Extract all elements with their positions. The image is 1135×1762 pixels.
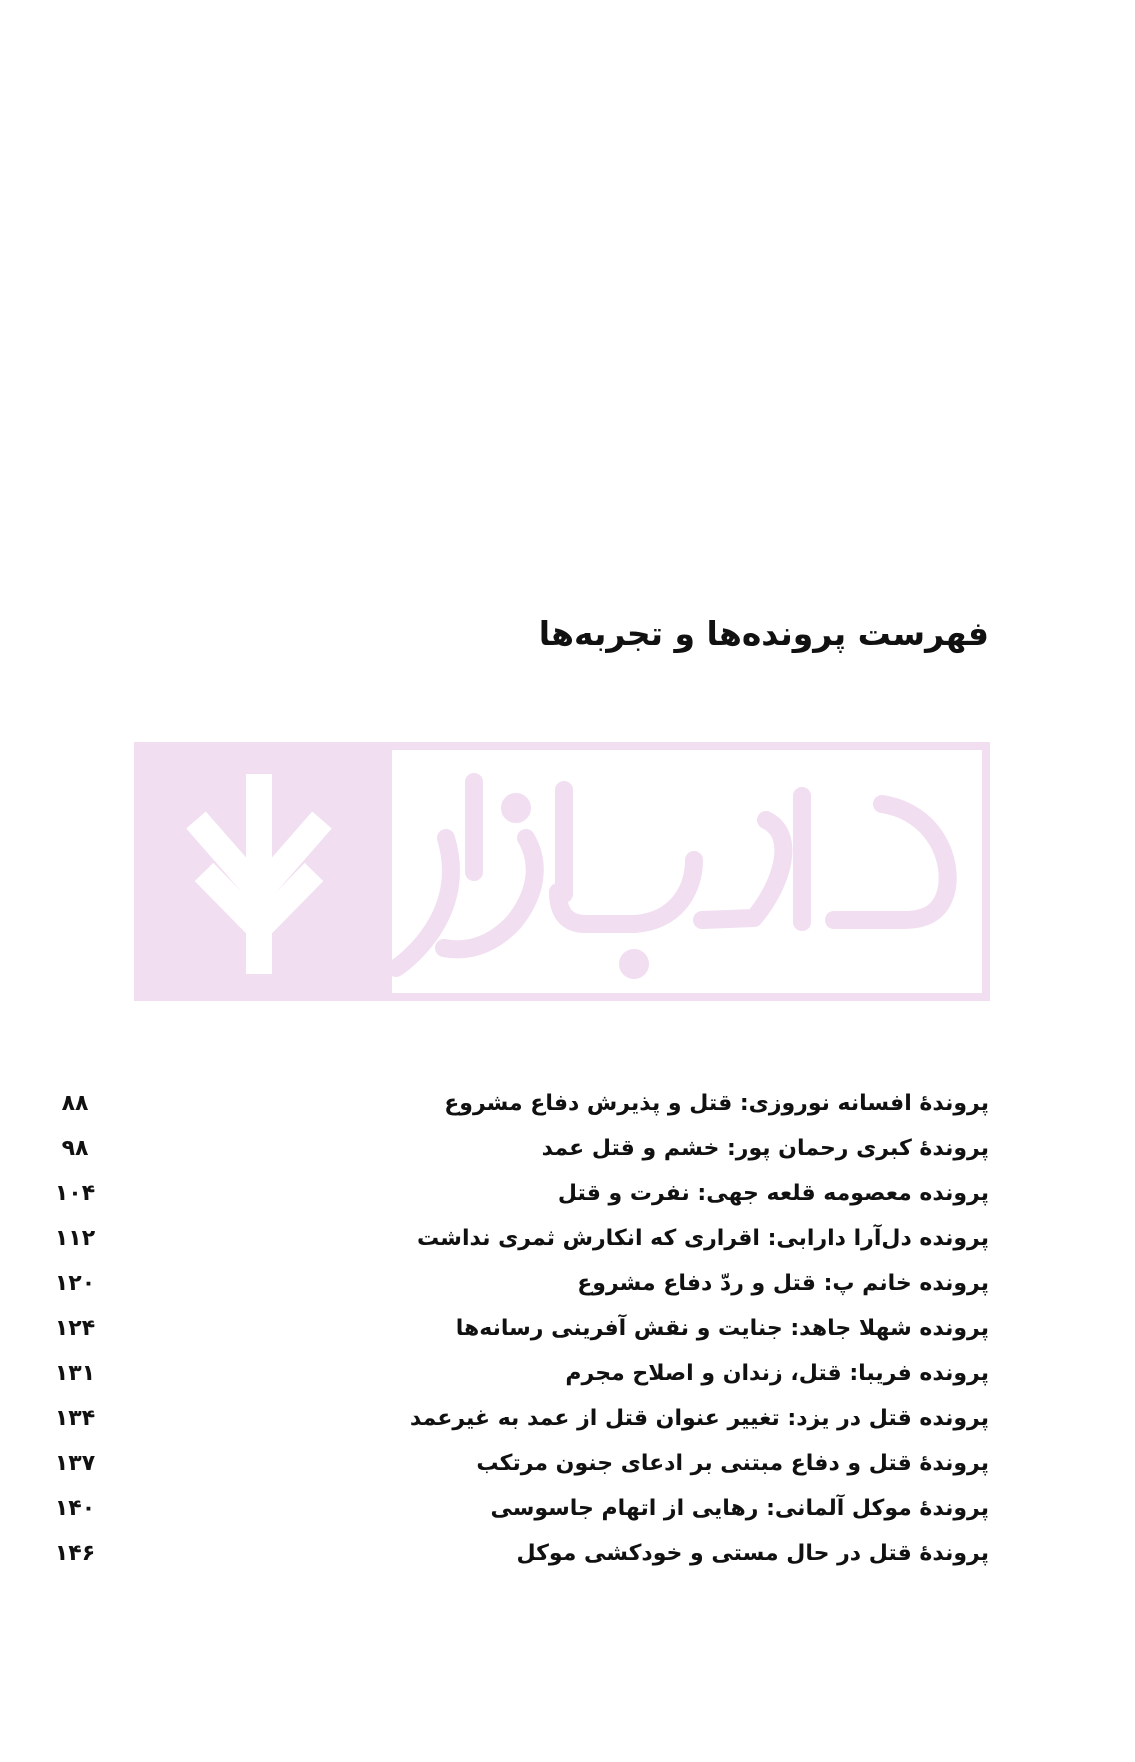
- toc-entry-page: ۱۲۴: [54, 1316, 96, 1341]
- toc-entry-page: ۱۴۰: [54, 1496, 96, 1521]
- toc-entry[interactable]: [0, 1222, 1135, 1267]
- toc-entry[interactable]: [0, 1267, 1135, 1312]
- toc-entry[interactable]: [0, 1177, 1135, 1222]
- toc-entry-title: پرونده خانم پ: قتل و ردّ دفاع مشروع: [577, 1271, 989, 1296]
- toc-entry-title: پروندهٔ موکل آلمانی: رهایی از اتهام جاسوسی: [490, 1496, 989, 1521]
- toc-entry[interactable]: [0, 1537, 1135, 1582]
- table-of-contents: [0, 1087, 1135, 1582]
- toc-entry-page: ۱۰۴: [54, 1181, 96, 1206]
- toc-entry-page: ۸۸: [61, 1091, 89, 1116]
- toc-entry-title: پروندهٔ کبری رحمان پور: خشم و قتل عمد: [541, 1136, 989, 1161]
- toc-entry[interactable]: [0, 1312, 1135, 1357]
- toc-entry-title: پروندهٔ قتل در حال مستی و خودکشی موکل: [516, 1541, 989, 1566]
- toc-entry-page: ۱۳۴: [54, 1406, 96, 1431]
- toc-entry-page: ۹۸: [61, 1136, 89, 1161]
- toc-entry[interactable]: [0, 1357, 1135, 1402]
- toc-entry-title: پرونده دل‌آرا دارابی: اقراری که انکارش ثمری نداشت: [417, 1226, 989, 1251]
- toc-entry-page: ۱۳۱: [54, 1361, 96, 1386]
- toc-entry-title: پرونده شهلا جاهد: جنایت و نقش آفرینی رسانه‌ها: [455, 1316, 989, 1341]
- toc-entry-title: پروندهٔ افسانه نوروزی: قتل و پذیرش دفاع مشروع: [444, 1091, 989, 1116]
- toc-entry-title: پرونده فریبا: قتل، زندان و اصلاح مجرم: [565, 1361, 989, 1386]
- toc-entry-page: ۱۱۲: [54, 1226, 96, 1251]
- toc-entry[interactable]: [0, 1087, 1135, 1132]
- toc-entry-page: ۱۲۰: [54, 1271, 96, 1296]
- toc-entry[interactable]: [0, 1492, 1135, 1537]
- toc-entry[interactable]: [0, 1132, 1135, 1177]
- toc-entry-title: پروندهٔ قتل و دفاع مبتنی بر ادعای جنون مرتکب: [476, 1451, 989, 1476]
- toc-entry-page: ۱۴۶: [54, 1541, 96, 1566]
- watermark-logo: [134, 742, 990, 1001]
- toc-entry-title: پرونده قتل در یزد: تغییر عنوان قتل از عمد به غیرعمد: [409, 1406, 989, 1431]
- toc-entry[interactable]: [0, 1447, 1135, 1492]
- page-title: فهرست پرونده‌ها و تجربه‌ها: [538, 614, 989, 653]
- toc-entry-title: پرونده معصومه قلعه جهی: نفرت و قتل: [557, 1181, 989, 1206]
- toc-entry-page: ۱۳۷: [54, 1451, 96, 1476]
- toc-entry[interactable]: [0, 1402, 1135, 1447]
